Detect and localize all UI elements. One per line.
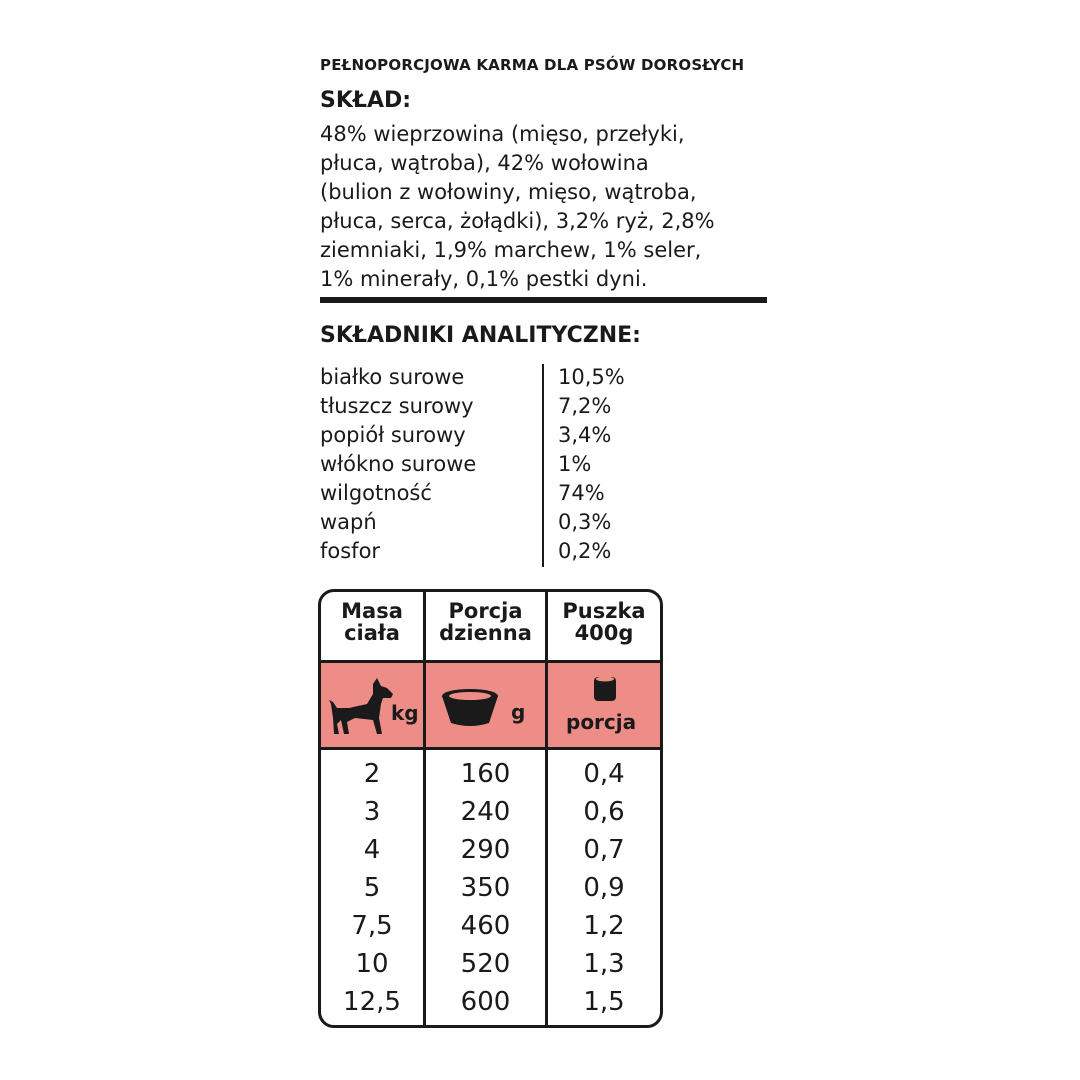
analytical-column-divider (542, 364, 544, 567)
analytical-row (320, 420, 625, 449)
header-line: dzienna (439, 621, 532, 645)
header-line: Masa (341, 599, 403, 623)
table-cell: 290 (460, 835, 511, 865)
daily-portion-column (426, 755, 545, 1021)
header-daily-portion (426, 600, 545, 644)
table-cell: 1,2 (583, 911, 625, 941)
table-cell: 460 (460, 911, 511, 941)
product-subtitle: PEŁNOPORCJOWA KARMA DLA PSÓW DOROSŁYCH (320, 56, 745, 74)
table-cell: 10 (355, 949, 389, 979)
composition-line: 1% minerały, 0,1% pestki dyni. (320, 267, 648, 291)
composition-heading: SKŁAD: (320, 88, 412, 113)
table-cell: 12,5 (343, 987, 401, 1017)
analytical-row (320, 362, 625, 391)
can-portion-column (548, 755, 660, 1021)
section-divider (320, 297, 767, 303)
analytical-value: 74% (558, 480, 605, 505)
header-line: 400g (574, 621, 634, 645)
dog-icon (327, 674, 397, 738)
table-cell: 240 (460, 797, 511, 827)
composition-line: (bulion z wołowiny, mięso, wątroba, (320, 180, 697, 204)
analytical-name: fosfor (320, 538, 381, 563)
analytical-value: 1% (558, 451, 592, 476)
table-cell: 0,6 (583, 797, 625, 827)
header-line: Puszka (562, 599, 646, 623)
analytical-value: 3,4% (558, 422, 612, 447)
analytical-value: 7,2% (558, 393, 612, 418)
composition-text (320, 120, 790, 294)
analytical-value: 0,2% (558, 538, 612, 563)
dog-unit-label: kg (391, 701, 419, 725)
body-mass-column (321, 755, 423, 1021)
bowl-icon (439, 687, 501, 729)
table-cell: 1,5 (583, 987, 625, 1017)
table-cell: 160 (460, 759, 511, 789)
feeding-table (318, 589, 663, 1028)
analytical-heading: SKŁADNIKI ANALITYCZNE: (320, 323, 641, 348)
table-cell: 350 (460, 873, 511, 903)
analytical-value: 0,3% (558, 509, 612, 534)
table-cell: 4 (363, 835, 381, 865)
table-cell: 5 (363, 873, 381, 903)
table-cell: 3 (363, 797, 381, 827)
composition-line: płuca, wątroba), 42% wołowina (320, 151, 649, 175)
analytical-name: wilgotność (320, 480, 432, 505)
table-cell: 520 (460, 949, 511, 979)
analytical-name: włókno surowe (320, 451, 477, 476)
header-body-mass (321, 600, 423, 644)
analytical-name: tłuszcz surowy (320, 393, 474, 418)
analytical-row (320, 507, 625, 536)
analytical-name: popiół surowy (320, 422, 466, 447)
table-cell: 0,4 (583, 759, 625, 789)
analytical-list (320, 362, 625, 565)
composition-line: płuca, serca, żołądki), 3,2% ryż, 2,8% (320, 209, 715, 233)
table-cell: 7,5 (351, 911, 393, 941)
can-icon (593, 674, 617, 704)
analytical-row (320, 391, 625, 420)
header-line: Porcja (448, 599, 523, 623)
header-line: ciała (344, 621, 400, 645)
bowl-unit-label: g (511, 700, 526, 724)
table-cell: 600 (460, 987, 511, 1017)
composition-line: ziemniaki, 1,9% marchew, 1% seler, (320, 238, 702, 262)
can-unit-label: porcja (566, 710, 637, 734)
analytical-value: 10,5% (558, 364, 625, 389)
table-cell: 0,9 (583, 873, 625, 903)
analytical-row (320, 478, 625, 507)
composition-line: 48% wieprzowina (mięso, przełyki, (320, 122, 685, 146)
table-cell: 1,3 (583, 949, 625, 979)
table-cell: 2 (363, 759, 381, 789)
analytical-row (320, 536, 625, 565)
header-can (548, 600, 660, 644)
analytical-name: białko surowe (320, 364, 465, 389)
analytical-row (320, 449, 625, 478)
table-cell: 0,7 (583, 835, 625, 865)
analytical-name: wapń (320, 509, 377, 534)
